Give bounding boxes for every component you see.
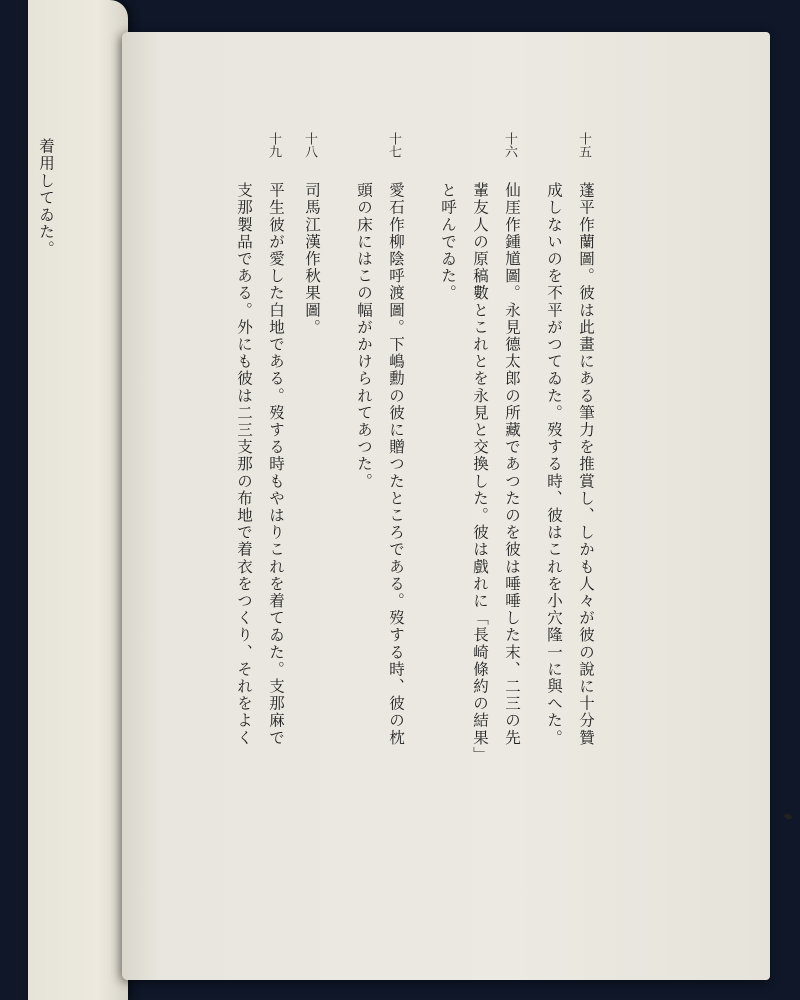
text-line: 頭の床にはこの幅がかけられてあつた。 [355, 182, 373, 490]
text-line: と呼んでゐた。 [439, 182, 457, 302]
ink-speck [783, 813, 792, 820]
text-line: 蓬平作蘭圖。彼は此畫にある筆力を推賞し、しかも人々が彼の說に十分贊 [577, 182, 595, 747]
item-number: 十五 [576, 132, 591, 158]
text-line: 成しないのを不平がつてゐた。歿する時、彼はこれを小穴隆一に與へた。 [545, 182, 563, 747]
text-line: 輩友人の原稿數とこれとを永見と交換した。彼は戲れに「長崎條約の結果」 [471, 182, 489, 764]
right-page [122, 32, 770, 980]
item-number: 十八 [302, 132, 317, 158]
text-line: 仙厓作鍾馗圖。永見德太郎の所藏であつたのを彼は唾唾した末、二三の先 [503, 182, 521, 747]
text-line: 愛石作柳陰呼渡圖。下嶋勳の彼に贈つたところである。歿する時、彼の枕 [387, 182, 405, 747]
left-page [28, 0, 128, 1000]
item-number: 十六 [502, 132, 517, 158]
text-line: 司馬江漢作秋果圖。 [303, 182, 321, 336]
left-page-text: 着用してゐた。 [37, 138, 55, 258]
text-line: 平生彼が愛した白地である。歿する時もやはりこれを着てゐた。支那麻で [267, 182, 285, 747]
item-number: 十九 [266, 132, 281, 158]
text-line: 支那製品である。外にも彼は二三支那の布地で着衣をつくり、それをよく [235, 182, 253, 747]
item-number: 十七 [386, 132, 401, 158]
